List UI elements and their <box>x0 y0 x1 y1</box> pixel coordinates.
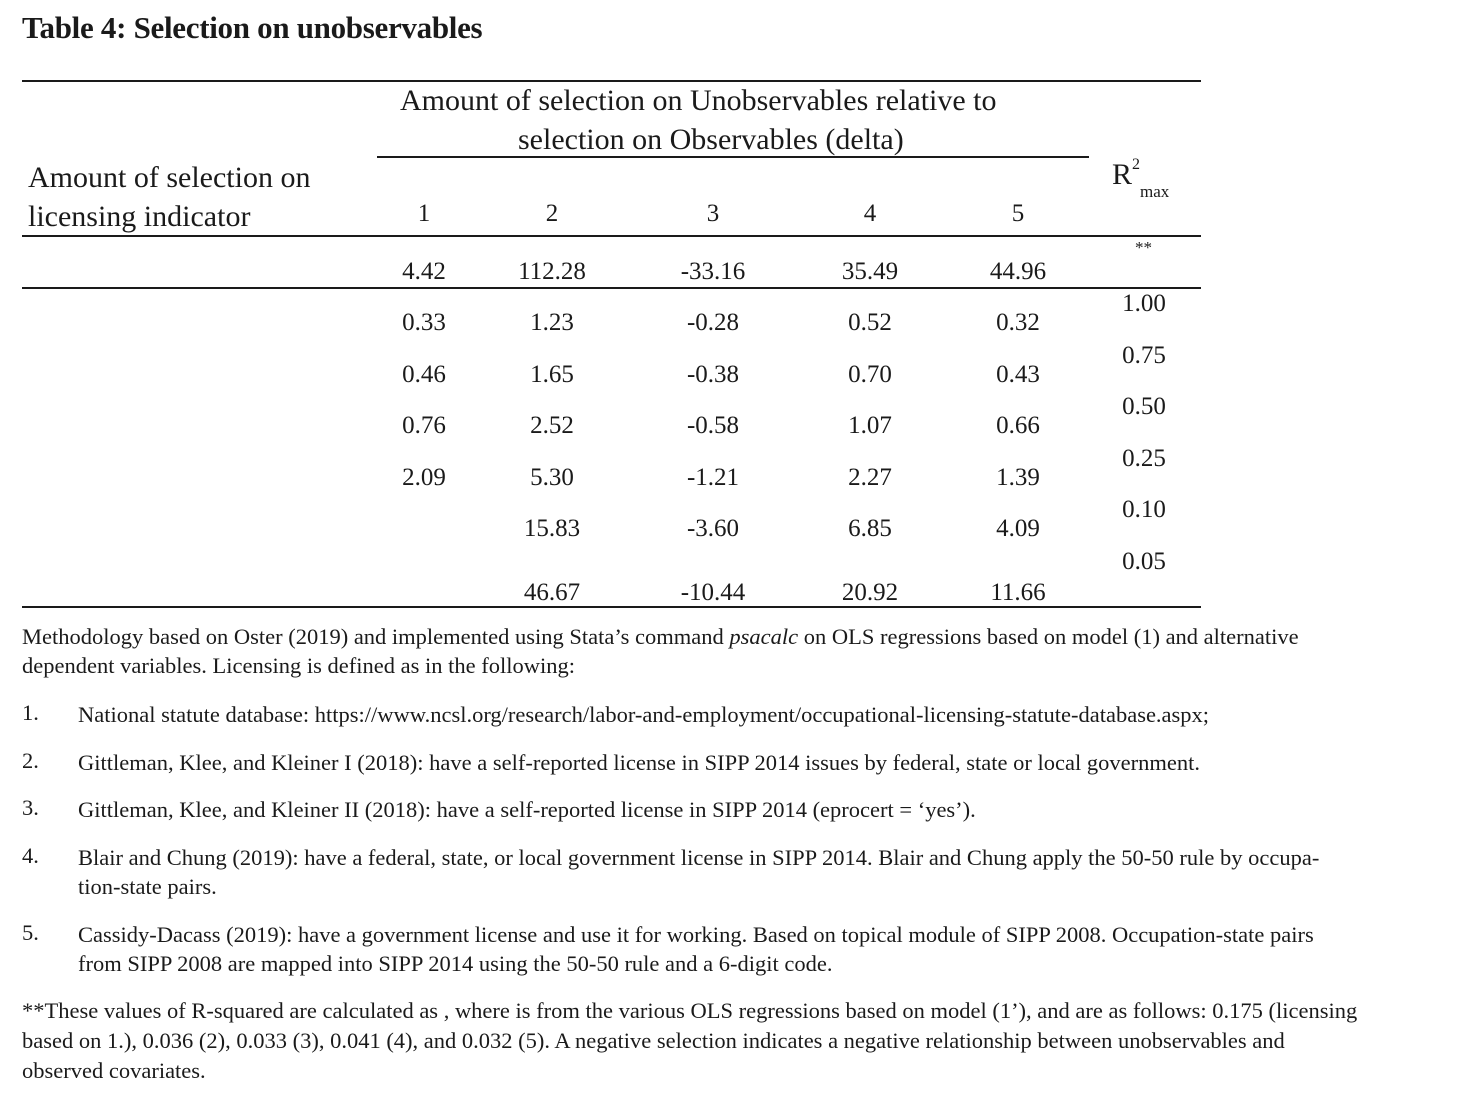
list-item: Gittleman, Klee, and Kleiner II (2018): have a self-reported license in SIPP 2014 (eprocert = ‘yes’). <box>78 797 976 822</box>
r2-value: 0.05 <box>1122 548 1166 575</box>
table-cell: 112.28 <box>518 258 586 285</box>
r2-label: R <box>1112 158 1133 191</box>
footnote-line2: based on 1.), 0.036 (2), 0.033 (3), 0.041 (4), and 0.032 (5). A negative selection indicates a negative relationship between unobservables and <box>22 1028 1285 1053</box>
table-cell: 0.52 <box>848 309 892 336</box>
list-number: 1. <box>22 700 39 725</box>
r2-value: 0.10 <box>1122 496 1166 523</box>
column-header-5: 5 <box>1011 200 1025 227</box>
r2-value: 0.75 <box>1122 342 1166 369</box>
table-cell: -1.21 <box>686 464 740 491</box>
methodology-text-post: on OLS regressions based on model (1) and alternative <box>798 624 1299 649</box>
list-item-continuation: tion-state pairs. <box>78 874 217 899</box>
table-cell: 2.09 <box>402 464 446 491</box>
table-cell: -0.28 <box>686 309 740 336</box>
table-cell: 46.67 <box>523 579 581 606</box>
r2-value: 0.25 <box>1122 445 1166 472</box>
table-cell: 20.92 <box>841 579 899 606</box>
list-item: Blair and Chung (2019): have a federal, state, or local government license in SIPP 2014. Blair and Chung apply the 50-50 rule by occupa- <box>78 845 1320 870</box>
table-cell: -10.44 <box>680 579 746 606</box>
list-item-continuation: from SIPP 2008 are mapped into SIPP 2014 using the 50-50 rule and a 6-digit code. <box>78 951 833 976</box>
list-item: National statute database: https://www.ncsl.org/research/labor-and-employment/occupational-licensing-statute-database.aspx; <box>78 702 1210 727</box>
column-header-1: 1 <box>417 200 431 227</box>
table-cell: 15.83 <box>523 515 581 542</box>
footnote-line1: **These values of R-squared are calculated as , where is from the various OLS regressions based on model (1’), and are as follows: 0.175 (licensing <box>22 998 1358 1023</box>
column-header-2: 2 <box>545 200 559 227</box>
table-cell: 11.66 <box>990 579 1046 606</box>
row-header-line2: licensing indicator <box>28 200 251 233</box>
first-row-rule <box>22 287 1201 289</box>
table-cell: 0.66 <box>996 412 1040 439</box>
methodology-text-pre: Methodology based on Oster (2019) and implemented using Stata’s command <box>22 624 730 649</box>
group-header-line1: Amount of selection on Unobservables relative to <box>400 84 997 117</box>
table-cell: 4.09 <box>996 515 1040 542</box>
methodology-note-line2: dependent variables. Licensing is defined as in the following: <box>22 653 575 678</box>
r2-value: 0.50 <box>1122 393 1166 420</box>
header-bottom-rule <box>22 235 1201 237</box>
table-cell: 35.49 <box>841 258 899 285</box>
table-cell: -3.60 <box>686 515 740 542</box>
group-header-line2: selection on Observables (delta) <box>518 123 904 156</box>
table-cell: -33.16 <box>680 258 746 285</box>
table-cell: 0.32 <box>996 309 1040 336</box>
table-title: Table 4: Selection on unobservables <box>22 10 483 45</box>
table-cell: 0.70 <box>848 361 892 388</box>
list-item: Gittleman, Klee, and Kleiner I (2018): have a self-reported license in SIPP 2014 issues by federal, state or local government. <box>78 750 1200 775</box>
r2-subscript: max <box>1140 182 1170 201</box>
top-rule <box>22 80 1201 82</box>
r2-value: 1.00 <box>1122 290 1166 317</box>
table-cell: -0.58 <box>686 412 740 439</box>
footnote-line3: observed covariates. <box>22 1058 206 1083</box>
methodology-command: psacalc <box>729 624 799 649</box>
table-cell: 6.85 <box>848 515 892 542</box>
r2-superscript: 2 <box>1132 156 1141 173</box>
table-cell: 44.96 <box>989 258 1047 285</box>
list-number: 2. <box>22 748 39 773</box>
table-cell: 0.43 <box>996 361 1040 388</box>
list-number: 4. <box>22 843 39 868</box>
table-cell: 0.46 <box>402 361 446 388</box>
list-item: Cassidy-Dacass (2019): have a government license and use it for working. Based on topical module of SIPP 2008. Occupation-state pairs <box>78 922 1314 947</box>
methodology-note-line1 <box>22 622 1299 651</box>
table-cell: 1.65 <box>530 361 574 388</box>
row-header-line1: Amount of selection on <box>28 161 311 194</box>
column-header-3: 3 <box>706 200 720 227</box>
table-cell: -0.38 <box>686 361 740 388</box>
table-cell: 1.07 <box>848 412 892 439</box>
list-number: 3. <box>22 795 39 820</box>
column-header-4: 4 <box>863 200 877 227</box>
table-cell: 0.33 <box>402 309 446 336</box>
r2-max-header <box>1112 156 1170 201</box>
table-cell: 1.39 <box>996 464 1040 491</box>
table-cell: 4.42 <box>402 258 446 285</box>
table-cell: 2.27 <box>848 464 892 491</box>
r2-note-mark: ** <box>1135 238 1152 257</box>
list-number: 5. <box>22 920 39 945</box>
table-cell: 0.76 <box>402 412 446 439</box>
table-cell: 1.23 <box>530 309 574 336</box>
table-cell: 5.30 <box>530 464 574 491</box>
table-cell: 2.52 <box>530 412 574 439</box>
